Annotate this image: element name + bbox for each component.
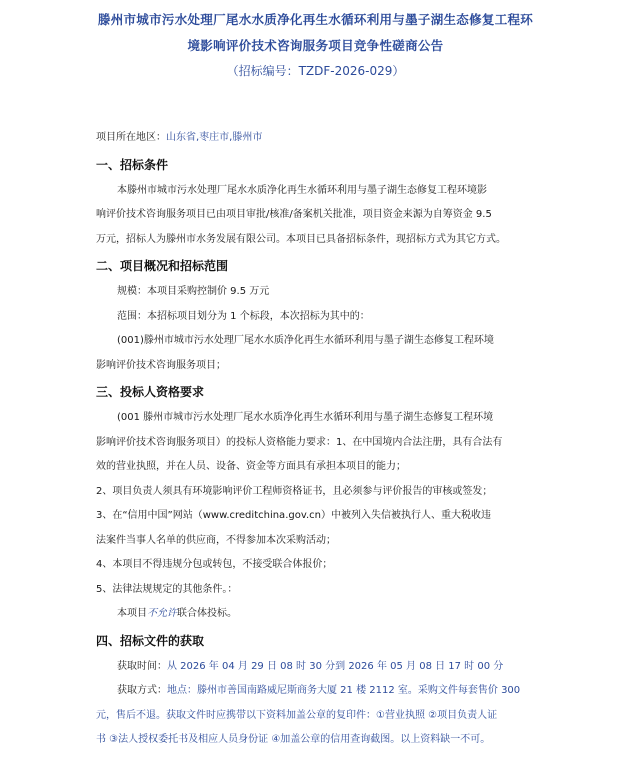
acquisition-time — [96, 655, 543, 680]
location-value: 山东省,枣庄市,滕州市 — [166, 132, 263, 143]
section-heading-3: 三、投标人资格要求 — [96, 385, 205, 399]
paragraph-line: (001)滕州市城市污水处理厂尾水水质净化再生水循环利用与墨子湖生态修复工程环境 — [117, 335, 494, 346]
time-label: 获取时间： — [117, 660, 167, 672]
paragraph-line: 书 ③法人授权委托书及相应人员身份证 ④加盖公章的信用查询截图。以上资料缺一不可。 — [96, 734, 491, 745]
consortium-prefix: 本项目 — [117, 608, 147, 619]
paragraph-line: 万元，招标人为滕州市水务发展有限公司。本项目已具备招标条件，现招标方式为其它方式。 — [96, 233, 506, 245]
consortium-suffix: 联合体投标。 — [177, 608, 237, 619]
paragraph-line: 本滕州市城市污水处理厂尾水水质净化再生水循环利用与墨子湖生态修复工程环境影 — [117, 184, 487, 196]
scale-line: 规模：本项目采购控制价 9.5 万元 — [117, 286, 270, 297]
consortium-line — [96, 602, 543, 627]
paragraph-line: 效的营业执照，并在人员、设备、资金等方面具有承担本项目的能力； — [96, 461, 406, 472]
paragraph-line: 元，售后不退。获取文件时应携带以下资料加盖公章的复印件：①营业执照 ②项目负责人证 — [96, 709, 498, 721]
announcement-title — [30, 0, 601, 59]
acquisition-method — [96, 679, 543, 704]
section-heading-4: 四、招标文件的获取 — [96, 633, 205, 648]
paragraph-line: (001 滕州市城市污水处理厂尾水水质净化再生水循环利用与墨子湖生态修复工程环境 — [117, 412, 494, 423]
paragraph-line: 响评价技术咨询服务项目已由项目审批/核准/备案机关批准，项目资金来源为自筹资金 9.5 — [96, 209, 492, 220]
title-line-1: 滕州市城市污水处理厂尾水水质净化再生水循环利用与墨子湖生态修复工程环 — [97, 12, 534, 27]
consortium-value: 不允许 — [147, 608, 177, 619]
location-label: 项目所在地区： — [96, 132, 166, 143]
section-heading-1: 一、招标条件 — [96, 157, 169, 172]
requirement-item-3: 3、在“信用中国”网站（www.creditchina.gov.cn）中被列入失信被执行人、重大税收违 — [96, 510, 491, 521]
project-location — [96, 126, 543, 151]
requirement-item-5: 5、法律法规规定的其他条件。： — [96, 583, 238, 595]
method-value: 地点：滕州市善国南路威尼斯商务大厦 21 楼 2112 室。采购文件每套售价 300 — [167, 685, 521, 696]
section-heading-2: 二、项目概况和招标范围 — [96, 259, 229, 273]
title-line-2: 境影响评价技术咨询服务项目竞争性磋商公告 — [187, 38, 444, 53]
method-label: 获取方式： — [117, 685, 167, 696]
time-value: 从 2026 年 04 月 29 日 08 时 30 分到 2026 年 05 月 08 日 17 时 00 分 — [167, 660, 504, 672]
paragraph-line: 影响评价技术咨询服务项目； — [96, 359, 226, 371]
paragraph-line: 法案件当事人名单的供应商，不得参加本次采购活动； — [96, 534, 336, 546]
requirement-item-2: 2、项目负责人须具有环境影响评价工程师资格证书，且必须参与评价报告的审核或签发； — [96, 485, 493, 497]
paragraph-line: 影响评价技术咨询服务项目）的投标人资格能力要求：1、在中国境内合法注册，具有合法有 — [96, 436, 503, 448]
document-body — [96, 126, 543, 753]
tender-code: （招标编号：TZDF-2026-029） — [226, 64, 405, 78]
requirement-item-4: 4、本项目不得违规分包或转包，不接受联合体报价； — [96, 559, 333, 570]
scope-line: 范围：本招标项目划分为 1 个标段，本次招标为其中的： — [117, 310, 370, 322]
